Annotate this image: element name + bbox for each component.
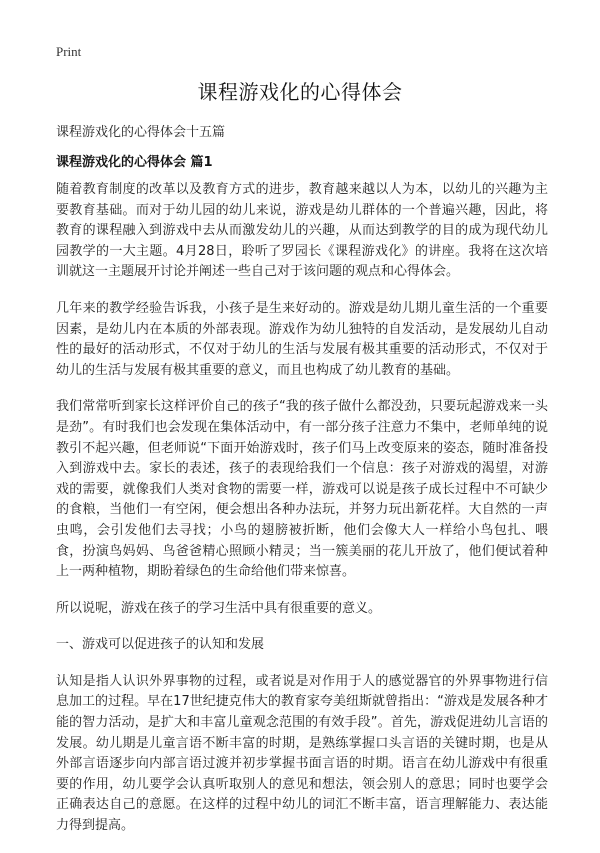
article-body [56,180,548,853]
paragraph-1: 随着教育制度的改革以及教育方式的进步，教育越来越以人为本，以幼儿的兴趣为主要教育基础。而对于幼儿园的幼儿来说，游戏是幼儿群体的一个普遍兴趣，因此，将教育的课程融入到游戏中去从而激发幼儿的兴趣，从而达到教学的目的成为现代幼儿园教学的一大主题。4月28日，聆听了罗园长《课程游戏化》的讲座。我将在这次培训就这一主题展开讨论并阐述一些自己对于该问题的观点和心得体会。 [56,182,548,280]
section-heading: 课程游戏化的心得体会 篇1 [56,155,213,170]
print-link[interactable]: Print [56,44,82,59]
paragraph-5: 认知是指人认识外界事物的过程，或者说是对作用于人的感觉器官的外界事物进行信息加工的过程。早在17世纪捷克伟大的教育家夸美纽斯就曾指出：“游戏是发展各种才能的智力活动，是扩大和丰富儿童观念范围的有效手段”。首先，游戏促进幼儿言语的发展。幼儿期是儿童言语不断丰富的时期，是熟练掌握口头言语的关键时期，也是从外部言语逐步向内部言语过渡并初步掌握书面言语的时期。语言在幼儿游戏中有很重要的作用，幼儿要学会认真听取别人的意见和想法，领会别人的意思；同时也要学会正确表达自己的意愿。在这样的过程中幼儿的词汇不断丰富，语言理解能力、表达能力得到提高。 [56,673,548,834]
paragraph-3: 我们常常听到家长这样评价自己的孩子“我的孩子做什么都没劲，只要玩起游戏来一头是劲”。有时我们也会发现在集体活动中，有一部分孩子注意力不集中，老师单纯的说教引不起兴趣，但老师说“下面开始游戏时，孩子们马上改变原来的姿态，随时准备投入到游戏中去。家长的表述，孩子的表现给我们一个信息：孩子对游戏的渴望，对游戏的需要，就像我们人类对食物的需要一样，游戏可以说是孩子成长过程中不可缺少的食粮，当他们一有空闲，便会想出各种办法玩，并努力玩出新花样。大自然的一声虫鸣，会引发他们去寻找；小鸟的翅膀被折断，他们会像大人一样给小鸟包扎、喂食，扮演鸟妈妈、鸟爸爸精心照顾小精灵；当一簇美丽的花儿开放了，他们便试着种上一两种植物，期盼着绿色的生命给他们带来惊喜。 [56,399,548,580]
document-subtitle: 课程游戏化的心得体会十五篇 [56,125,226,140]
paragraph-4: 所以说呢，游戏在孩子的学习生活中具有很重要的意义。 [56,600,382,616]
subsection-heading: 一、游戏可以促进孩子的认知和发展 [56,637,265,653]
paragraph-2: 几年来的教学经验告诉我，小孩子是生来好动的。游戏是幼儿期儿童生活的一个重要因素，是幼儿内在本质的外部表现。游戏作为幼儿独特的自发活动，是发展幼儿自动性的最好的活动形式，不仅对于幼儿的生活与发展有极其重要的活动形式，不仅对于幼儿的生活与发展有极其重要的意义，而且也构成了幼儿教育的基础。 [56,300,548,378]
page-title: 课程游戏化的心得体会 [197,80,403,104]
